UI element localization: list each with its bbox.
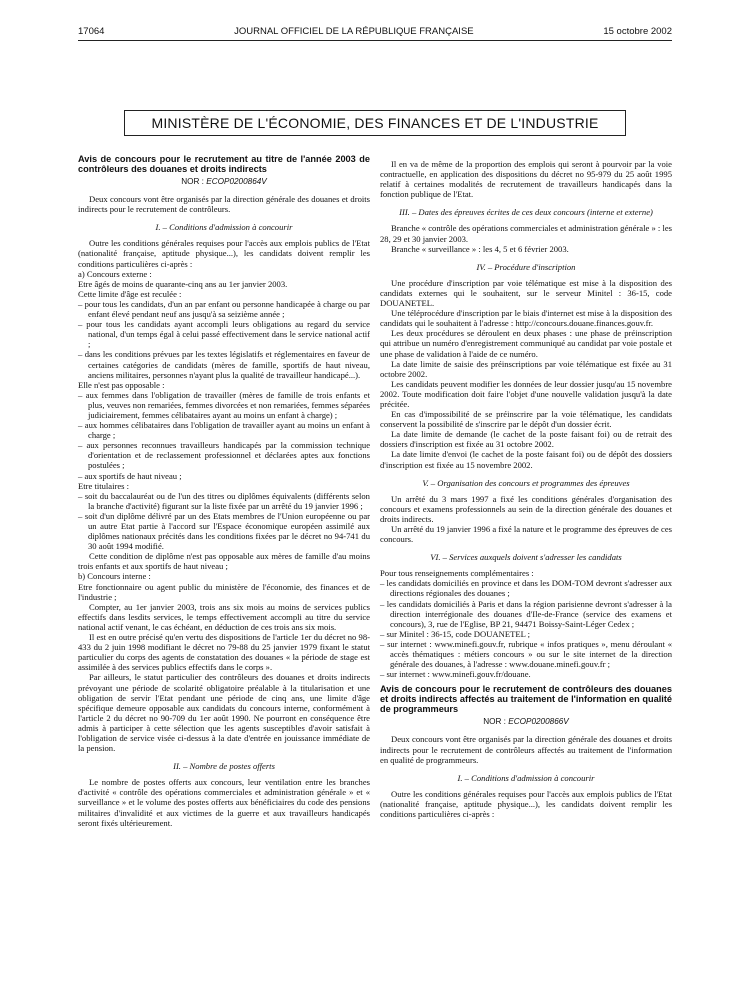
list-item: – soit d'un diplôme délivré par un des Etats membres de l'Union européenne ou par un autre Etat partie à l'accord sur l'Espace économique européen assimilé aux diplômes nationaux précités dans les conditions fixées par le décret no 94-741 du 30 août 1994 modifié. xyxy=(78,511,370,551)
journal-title: JOURNAL OFFICIEL DE LA RÉPUBLIQUE FRANÇAISE xyxy=(234,26,474,37)
paragraph: Branche « surveillance » : les 4, 5 et 6 février 2003. xyxy=(391,243,569,254)
list-item: – aux hommes célibataires dans l'obligation de travailler ayant au moins un enfant à charge ; xyxy=(78,420,370,440)
paragraph: Branche « contrôle des opérations commerciales et administration générale » : les 28, 29 et 30 janvier 2003. xyxy=(380,223,672,244)
list-item: – aux femmes dans l'obligation de travailler (mères de famille de trois enfants et plus, veuves non remariées, femmes divorcées et non remariées, femmes séparées judiciairement, femmes célibataires ayant au moins un enfant à charge) ; xyxy=(78,390,370,420)
paragraph: Cette condition de diplôme n'est pas opposable aux mères de famille d'au moins trois enfants et aux sportifs de haut niveau ; xyxy=(78,551,370,572)
page-number: 17064 xyxy=(78,26,105,37)
paragraph: La date limite de saisie des préinscriptions par voie télématique est fixée au 31 octobre 2002. xyxy=(380,358,672,379)
paragraph: Par ailleurs, le statut particulier des contrôleurs des douanes et droits indirects prévoyant une période de scolarité obligatoire préalable à la titularisation et une obligation de servir l'Etat pendant une période de cinq ans, une limite d'âge spécifique demeure opposable aux candidats du concours interne, conformément à l'article 2 du décret no 90-709 du 1er août 1990. Ne pourront en conséquence être admis à participer à cette sélection que les agents susceptibles d'avoir satisfait à l'obligation de service visée ci-dessus à la date d'entrée en jouissance immédiate de la pension. xyxy=(78,672,370,754)
avis1-nor: NOR : ECOP0200864V xyxy=(181,177,267,186)
paragraph: La date limite d'envoi (le cachet de la poste faisant foi) ou de dépôt des dossiers d'inscription est fixée au 15 novembre 2002. xyxy=(380,449,672,470)
paragraph: Les candidats peuvent modifier les données de leur dossier jusqu'au 15 novembre 2002. Toute modification doit faire l'objet d'une nouvelle validation jusqu'à la date précitée. xyxy=(380,378,672,409)
paragraph: Il est en outre précisé qu'en vertu des dispositions de l'article 1er du décret no 98-433 du 2 juin 1998 modifiant le décret no 79-88 du 25 janvier 1979 fixant le statut particulier du corps des agents de constatation des douanes « la période de stage est assimilée à des services publics effectifs dans le corps ». xyxy=(78,632,370,673)
list-item: – sur internet : www.minefi.gouv.fr, rubrique « infos pratiques », menu déroulant « accès thématiques : métiers concours » ou sur le site internet de la direction générale des douanes, à l'adresse : www.douane.minefi.gouv.fr ; xyxy=(380,639,672,669)
avis1-section-5-title: V. – Organisation des concours et programmes des épreuves xyxy=(422,477,630,488)
paragraph: Outre les conditions générales requises pour l'accès aux emplois publics de l'Etat (nationalité française, aptitude physique...), les candidats doivent remplir les conditions particulières ci-après : xyxy=(78,238,370,269)
paragraph: Un arrêté du 3 mars 1997 a fixé les conditions générales d'organisation des concours et examens professionnels au sein de la direction générale des douanes et droits indirects. xyxy=(380,493,672,524)
paragraph: En cas d'impossibilité de se préinscrire par la voie télématique, les candidats conservent la possibilité de s'inscrire par le dépôt d'un dossier écrit. xyxy=(380,409,672,430)
exemption-list xyxy=(78,390,370,481)
age-limit-list xyxy=(78,299,370,380)
right-column xyxy=(380,159,672,819)
paragraph: Il en va de même de la proportion des emplois qui seront à pourvoir par la voie contractuelle, en application des dispositions du décret no 95-979 du 25 août 1995 relatif à certaines modalités de recrutement de travailleurs handicapés dans la fonction publique de l'Etat. xyxy=(380,159,672,200)
paragraph: Compter, au 1er janvier 2003, trois ans six mois au moins de services publics effectifs dans lesdits services, le temps effectivement accompli au titre du service national actif venant, le cas échéant, en déduction de ces trois ans six mois. xyxy=(78,601,370,632)
avis1-section-4-title: IV. – Procédure d'inscription xyxy=(476,261,576,272)
list-item: – sur internet : www.minefi.gouv.fr/douane. xyxy=(380,669,672,679)
list-item: – aux personnes reconnues travailleurs handicapés par la commission technique d'orientation et de reclassement professionnel et déclarées aptes aux fonctions postulées ; xyxy=(78,440,370,470)
paragraph: Une procédure d'inscription par voie télématique est mise à la disposition des candidats externes qui le souhaitent, sur le serveur Minitel : 36-15, code DOUANETEL. xyxy=(380,277,672,309)
paragraph: La date limite de demande (le cachet de la poste faisant foi) ou de retrait des dossiers d'inscription est fixée au 31 octobre 2002. xyxy=(380,429,672,450)
list-item: – les candidats domiciliés en province et dans les DOM-TOM devront s'adresser aux directions régionales des douanes ; xyxy=(380,578,672,598)
list-item: – aux sportifs de haut niveau ; xyxy=(78,471,370,481)
avis1-section-3-title: III. – Dates des épreuves écrites de ces deux concours (interne et externe) xyxy=(399,207,653,218)
avis2-intro: Deux concours vont être organisés par la direction générale des douanes et droits indirects pour le recrutement de contrôleurs affectés au traitement de l'information en qualité de programmeurs. xyxy=(380,734,672,765)
avis2-section-1-title: I. – Conditions d'admission à concourir xyxy=(457,772,595,783)
paragraph: Un arrêté du 19 janvier 1996 a fixé la nature et le programme des épreuves de ces concours. xyxy=(380,524,672,545)
list-item: – pour tous les candidats, d'un an par enfant ou personne handicapée à charge ou par enfant élevé pendant neuf ans jusqu'à sa seizième année ; xyxy=(78,299,370,319)
avis2-nor: NOR : ECOP0200866V xyxy=(483,717,569,727)
header-rule xyxy=(78,40,672,41)
list-item: – pour tous les candidats ayant accompli leurs obligations au regard du service national, d'un temps égal à celui passé effectivement dans le service national actif ; xyxy=(78,319,370,349)
contact-list xyxy=(380,578,672,679)
paragraph: Etre titulaires : xyxy=(78,480,130,491)
paragraph: Cette limite d'âge est reculée : xyxy=(78,288,182,299)
ministry-title: MINISTÈRE DE L'ÉCONOMIE, DES FINANCES ET DE L'INDUSTRIE xyxy=(124,110,626,136)
paragraph: Une téléprocédure d'inscription par le biais d'internet est mise à la disposition des candidats qui le souhaitent à l'adresse : http://concours.douane.finances.gouv.fr. xyxy=(380,308,672,329)
paragraph: Elle n'est pas opposable : xyxy=(78,379,165,390)
left-column xyxy=(78,154,370,828)
avis1-section-6-title: VI. – Services auxquels doivent s'adresser les candidats xyxy=(430,552,622,563)
avis1-section-1-title: I. – Conditions d'admission à concourir xyxy=(155,222,293,233)
list-item: – soit du baccalauréat ou de l'un des titres ou diplômes équivalents (différents selon la branche d'activité) figurant sur la liste fixée par un arrêté du 19 janvier 1996 ; xyxy=(78,491,370,511)
avis1-section-2-title: II. – Nombre de postes offerts xyxy=(173,761,275,772)
diploma-list xyxy=(78,491,370,552)
paragraph: Le nombre de postes offerts aux concours, leur ventilation entre les branches d'activité « contrôle des opérations commerciales et administration générale » et « surveillance » et le volume des postes offerts aux bénéficiaires du code des pensions militaires d'invalidité et aux victimes de la guerre et aux travailleurs handicapés seront fixés ultérieurement. xyxy=(78,777,370,828)
subheading: b) Concours interne : xyxy=(78,571,151,582)
avis2-title: Avis de concours pour le recrutement de contrôleurs des douanes et droits indirects affectés au traitement de l'information en qualité de programmeurs xyxy=(380,684,672,715)
paragraph: Les deux procédures se déroulent en deux phases : une phase de préinscription qui attribue un numéro d'enregistrement communiqué au candidat par voie postale et une phase de validation à l'aide de ce numéro. xyxy=(380,328,672,359)
paragraph: Pour tous renseignements complémentaires : xyxy=(380,568,534,579)
list-item: – sur Minitel : 36-15, code DOUANETEL ; xyxy=(380,629,672,639)
issue-date: 15 octobre 2002 xyxy=(603,26,672,37)
avis1-intro: Deux concours vont être organisés par la direction générale des douanes et droits indirects pour le recrutement de contrôleurs. xyxy=(78,194,370,215)
list-item: – les candidats domiciliés à Paris et dans la région parisienne devront s'adresser à la direction interrégionale des douanes d'Ile-de-France (service des examens et concours), 3, rue de l'Eglise, BP 21, 94471 Boissy-Saint-Léger Cedex ; xyxy=(380,599,672,629)
avis1-title: Avis de concours pour le recrutement au titre de l'année 2003 de contrôleurs des douanes et droits indirects xyxy=(78,154,370,174)
paragraph: Outre les conditions générales requises pour l'accès aux emplois publics de l'Etat (nationalité française, aptitude physique...), les candidats doivent remplir les conditions particulières ci-après : xyxy=(380,788,672,819)
paragraph: Etre fonctionnaire ou agent public du ministère de l'économie, des finances et de l'industrie ; xyxy=(78,581,370,602)
subheading: a) Concours externe : xyxy=(78,268,152,279)
paragraph: Etre âgés de moins de quarante-cinq ans au 1er janvier 2003. xyxy=(78,278,288,289)
page-header xyxy=(78,26,672,37)
list-item: – dans les conditions prévues par les textes législatifs et réglementaires en faveur de certaines catégories de candidats (mères de famille, sportifs de haut niveau, anciens militaires, personnes n'ayant plus la qualité de travailleur handicapé...). xyxy=(78,349,370,379)
